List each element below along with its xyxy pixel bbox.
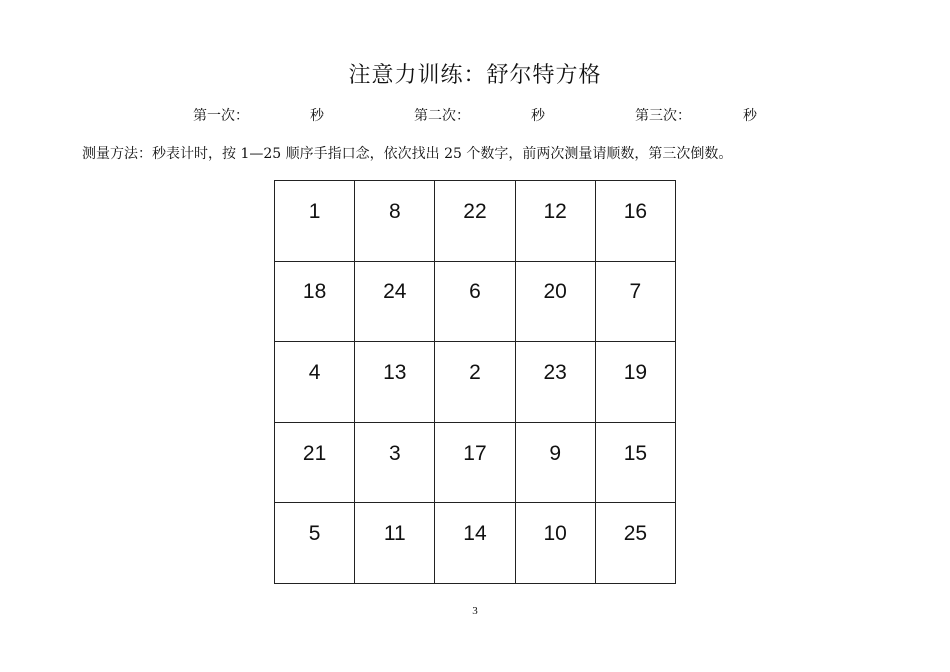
trial-3-unit: 秒 bbox=[743, 108, 757, 124]
grid-cell: 17 bbox=[435, 422, 515, 503]
grid-row bbox=[275, 181, 676, 262]
measurement-instructions: 测量方法：秒表计时，按 1—25 顺序手指口念，依次找出 25 个数字，前两次测量请顺数，第三次倒数。 bbox=[82, 146, 733, 162]
trial-1-label: 第一次： bbox=[193, 108, 249, 124]
grid-cell: 6 bbox=[435, 261, 515, 342]
grid-cell: 1 bbox=[275, 181, 355, 262]
grid-cell: 22 bbox=[435, 181, 515, 262]
grid-cell: 3 bbox=[355, 422, 435, 503]
grid-cell: 23 bbox=[515, 342, 595, 423]
grid-cell: 8 bbox=[355, 181, 435, 262]
grid-cell: 25 bbox=[595, 503, 675, 584]
grid-cell: 20 bbox=[515, 261, 595, 342]
grid-row bbox=[275, 261, 676, 342]
grid-cell: 2 bbox=[435, 342, 515, 423]
grid-cell: 15 bbox=[595, 422, 675, 503]
trial-2-label: 第二次： bbox=[414, 108, 470, 124]
grid-row bbox=[275, 342, 676, 423]
grid-cell: 16 bbox=[595, 181, 675, 262]
trial-3-label: 第三次： bbox=[635, 108, 691, 124]
grid-row bbox=[275, 503, 676, 584]
schulte-grid bbox=[274, 180, 676, 584]
trial-1-unit: 秒 bbox=[310, 108, 324, 124]
grid-cell: 19 bbox=[595, 342, 675, 423]
grid-row bbox=[275, 422, 676, 503]
grid-cell: 4 bbox=[275, 342, 355, 423]
grid-cell: 7 bbox=[595, 261, 675, 342]
grid-cell: 9 bbox=[515, 422, 595, 503]
grid-cell: 13 bbox=[355, 342, 435, 423]
trial-2-unit: 秒 bbox=[531, 108, 545, 124]
grid-cell: 5 bbox=[275, 503, 355, 584]
page-number: 3 bbox=[472, 605, 478, 617]
grid-cell: 14 bbox=[435, 503, 515, 584]
grid-cell: 11 bbox=[355, 503, 435, 584]
grid-cell: 12 bbox=[515, 181, 595, 262]
grid-cell: 18 bbox=[275, 261, 355, 342]
trial-times-row bbox=[0, 105, 950, 127]
grid-cell: 21 bbox=[275, 422, 355, 503]
grid-cell: 10 bbox=[515, 503, 595, 584]
grid-cell: 24 bbox=[355, 261, 435, 342]
page-title: 注意力训练：舒尔特方格 bbox=[348, 63, 602, 88]
